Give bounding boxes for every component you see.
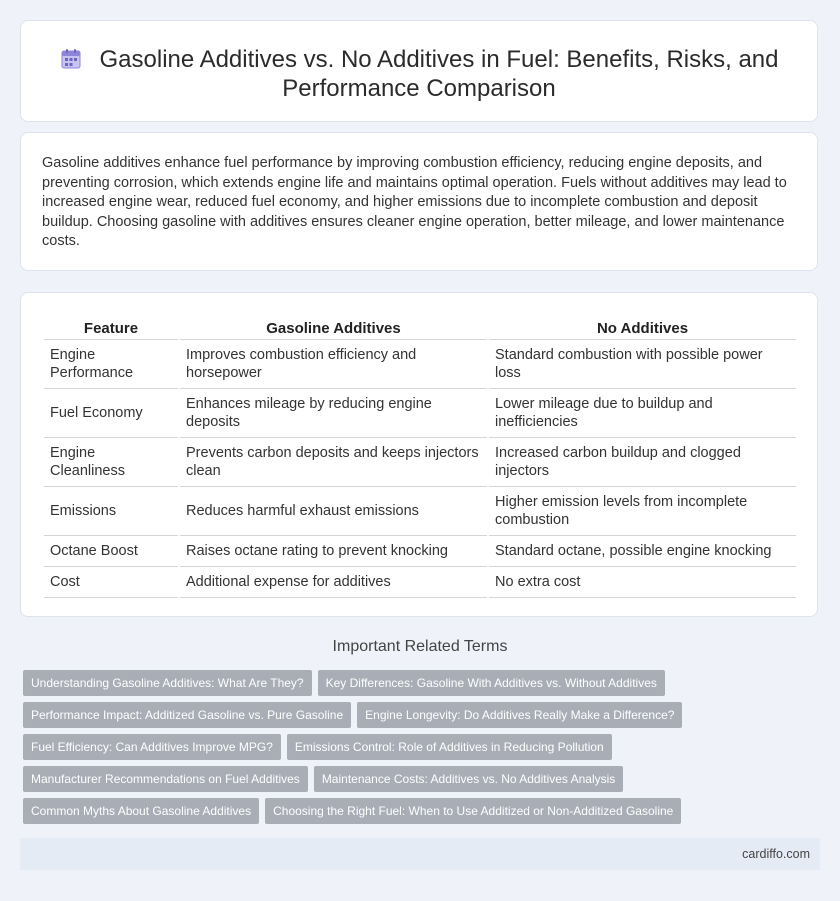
table-cell: Standard octane, possible engine knocking [489,536,796,567]
table-cell: Reduces harmful exhaust emissions [180,487,487,536]
table-cell: No extra cost [489,567,796,598]
table-row [44,438,796,487]
table-row [44,389,796,438]
tag-row [23,766,813,798]
related-term-link[interactable]: Maintenance Costs: Additives vs. No Additives Analysis [314,766,623,792]
table-cell: Additional expense for additives [180,567,487,598]
table-header-feature: Feature [44,314,178,340]
related-term-link[interactable]: Engine Longevity: Do Additives Really Make a Difference? [357,702,682,728]
title-text: Gasoline Additives vs. No Additives in Fuel: Benefits, Risks, and Performance Comparison [99,46,779,102]
table-cell: Lower mileage due to buildup and inefficiencies [489,389,796,438]
tag-row [23,798,813,830]
table-cell: Prevents carbon deposits and keeps injectors clean [180,438,487,487]
tag-row [23,702,813,734]
related-term-link[interactable]: Performance Impact: Additized Gasoline vs. Pure Gasoline [23,702,351,728]
table-cell: Emissions [44,487,178,536]
intro-card [20,132,818,271]
intro-paragraph: Gasoline additives enhance fuel performance by improving combustion efficiency, reducing engine deposits, and preventing corrosion, which extends engine life and maintains optimal operation. Fuels without additives may lead to increased engine wear, reduced fuel economy, and higher emissions due to incomplete combustion and deposit buildup. Choosing gasoline with additives ensures cleaner engine operation, better mileage, and lower maintenance costs. [42,155,787,249]
related-term-link[interactable]: Choosing the Right Fuel: When to Use Additized or Non-Additized Gasoline [265,798,681,824]
table-cell: Raises octane rating to prevent knocking [180,536,487,567]
title-card [20,20,818,122]
table-cell: Fuel Economy [44,389,178,438]
related-term-link[interactable]: Common Myths About Gasoline Additives [23,798,259,824]
related-term-link[interactable]: Understanding Gasoline Additives: What Are They? [23,670,312,696]
table-row [44,567,796,598]
table-cell: Engine Performance [44,340,178,389]
tag-row [23,670,813,702]
page-title [51,45,787,103]
table-cell: Cost [44,567,178,598]
related-term-link[interactable]: Fuel Efficiency: Can Additives Improve MPG? [23,734,281,760]
comparison-table-card [20,292,818,617]
table-cell: Improves combustion efficiency and horsepower [180,340,487,389]
calendar-icon [60,48,82,70]
table-cell: Engine Cleanliness [44,438,178,487]
table-row [44,536,796,567]
related-term-link[interactable]: Key Differences: Gasoline With Additives vs. Without Additives [318,670,665,696]
table-cell: Enhances mileage by reducing engine deposits [180,389,487,438]
footer-site-link[interactable]: cardiffo.com [742,847,810,861]
table-header-no-additives: No Additives [489,314,796,340]
related-terms-list [23,670,813,830]
table-cell: Higher emission levels from incomplete combustion [489,487,796,536]
comparison-table [42,314,798,598]
table-cell: Octane Boost [44,536,178,567]
tag-row [23,734,813,766]
table-cell: Increased carbon buildup and clogged injectors [489,438,796,487]
table-header-gasoline-additives: Gasoline Additives [180,314,487,340]
related-term-link[interactable]: Emissions Control: Role of Additives in Reducing Pollution [287,734,612,760]
related-terms-heading: Important Related Terms [332,638,508,655]
footer [20,838,820,870]
table-cell: Standard combustion with possible power loss [489,340,796,389]
related-term-link[interactable]: Manufacturer Recommendations on Fuel Additives [23,766,308,792]
table-row [44,340,796,389]
table-row [44,487,796,536]
